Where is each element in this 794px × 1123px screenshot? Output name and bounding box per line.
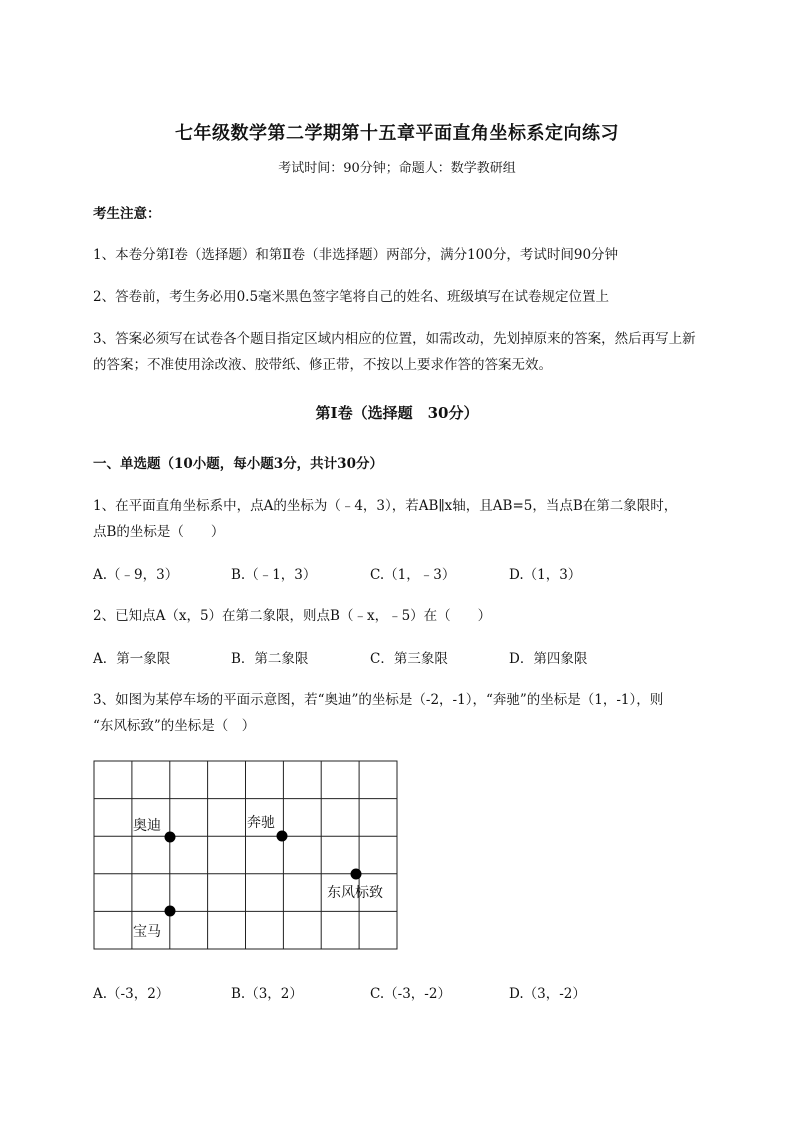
parking-lot-figure [93, 760, 399, 952]
question-2-option-d[interactable]: D．第四象限 [509, 651, 588, 667]
peugeot-label: 东风标致 [327, 885, 383, 901]
exam-info: 考试时间：90分钟；命题人：数学教研组 [278, 161, 516, 176]
audi-label: 奥迪 [133, 818, 161, 834]
part-heading: 一、单选题（10小题，每小题3分，共计30分） [93, 456, 383, 472]
question-1-option-a[interactable]: A.（﹣9，3） [93, 567, 179, 583]
question-2-stem: 2、已知点A（x，5）在第二象限，则点B（﹣x，﹣5）在（ ） [93, 608, 492, 624]
question-1-option-b[interactable]: B.（﹣1，3） [231, 567, 317, 583]
question-1-stem: 1、在平面直角坐标系中，点A的坐标为（﹣4，3），若AB∥x轴，且AB=5，当点B在第二象限时， [93, 498, 678, 514]
question-3-stem: 3、如图为某停车场的平面示意图，若“奥迪”的坐标是（-2，-1），“奔驰”的坐标是（1，-1），则 [93, 692, 664, 708]
section-title: 第I卷（选择题 30分） [315, 404, 479, 422]
notice-item-2: 2、答卷前，考生务必用0.5毫米黑色签字笔将自己的姓名、班级填写在试卷规定位置上 [93, 289, 610, 305]
bmw-label: 宝马 [133, 924, 161, 940]
audi-point [165, 832, 176, 843]
benz-label: 奔驰 [247, 815, 275, 831]
bmw-point [165, 906, 176, 917]
question-3-option-a[interactable]: A.（-3，2） [93, 986, 170, 1002]
benz-point [277, 831, 288, 842]
question-1-stem-cont: 点B的坐标是（ ） [93, 524, 225, 540]
question-2-option-b[interactable]: B．第二象限 [231, 651, 309, 667]
notice-heading: 考生注意： [93, 206, 161, 222]
question-1-option-d[interactable]: D.（1，3） [509, 567, 582, 583]
question-1-option-c[interactable]: C.（1，﹣3） [370, 567, 456, 583]
notice-item-3: 3、答案必须写在试卷各个题目指定区域内相应的位置，如需改动，先划掉原来的答案，然后再写上新 [93, 331, 696, 347]
question-3-stem-cont: “东风标致”的坐标是（ ） [93, 718, 256, 734]
question-2-option-c[interactable]: C．第三象限 [370, 651, 448, 667]
question-2-option-a[interactable]: A．第一象限 [93, 651, 171, 667]
peugeot-point [351, 869, 362, 880]
question-3-option-c[interactable]: C.（-3，-2） [370, 986, 451, 1002]
page-title: 七年级数学第二学期第十五章平面直角坐标系定向练习 [175, 123, 619, 144]
question-3-option-b[interactable]: B.（3，2） [231, 986, 303, 1002]
question-3-option-d[interactable]: D.（3，-2） [509, 986, 586, 1002]
notice-item-3-cont: 的答案；不准使用涂改液、胶带纸、修正带，不按以上要求作答的答案无效。 [93, 357, 552, 373]
notice-item-1: 1、本卷分第I卷（选择题）和第Ⅱ卷（非选择题）两部分，满分100分，考试时间90分钟 [93, 247, 619, 263]
